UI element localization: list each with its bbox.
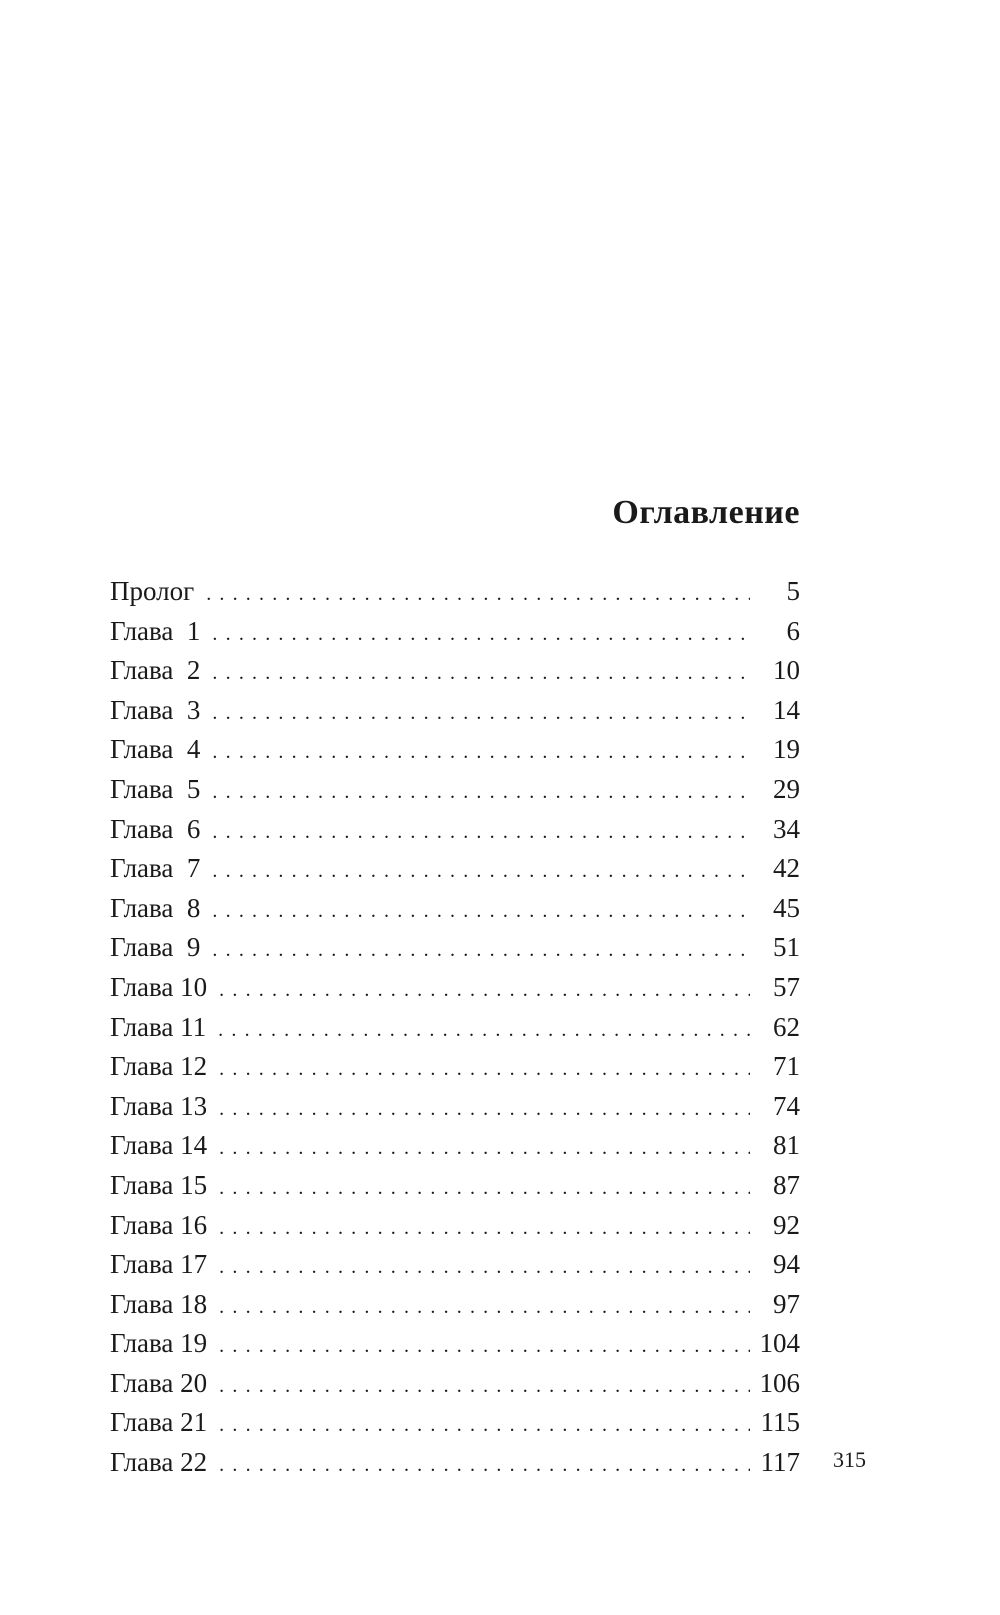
toc-entry-label: Глава 19 <box>110 1328 208 1359</box>
toc-entry-label: Глава 1 <box>110 615 201 646</box>
toc-entry[interactable] <box>110 1087 800 1127</box>
toc-entry[interactable] <box>110 1245 800 1285</box>
toc-entry-page: 51 <box>773 932 800 963</box>
toc-entry[interactable] <box>110 612 800 652</box>
toc-entry-label: Глава 14 <box>110 1130 208 1161</box>
dot-leader <box>212 813 750 853</box>
toc-entry-label: Глава 17 <box>110 1249 208 1280</box>
dot-leader <box>218 1011 750 1051</box>
dot-leader <box>212 654 750 694</box>
toc-entry[interactable] <box>110 1166 800 1206</box>
table-of-contents <box>110 572 800 1483</box>
dot-leader <box>219 1446 750 1486</box>
dot-leader <box>212 773 750 813</box>
toc-entry-page: 71 <box>773 1051 800 1082</box>
dot-leader <box>212 892 750 932</box>
toc-entry-page: 106 <box>759 1367 800 1398</box>
toc-entry-page: 14 <box>773 694 800 725</box>
toc-entry[interactable] <box>110 1403 800 1443</box>
toc-entry-label: Глава 10 <box>110 971 208 1002</box>
toc-entry[interactable] <box>110 810 800 850</box>
page-number: 315 <box>833 1447 866 1472</box>
toc-entry[interactable] <box>110 651 800 691</box>
toc-entry-label: Глава 9 <box>110 932 201 963</box>
toc-entry[interactable] <box>110 849 800 889</box>
toc-entry[interactable] <box>110 1324 800 1364</box>
toc-entry[interactable] <box>110 730 800 770</box>
toc-entry-page: 57 <box>773 971 800 1002</box>
toc-entry-label: Глава 5 <box>110 773 201 804</box>
toc-entry-page: 117 <box>760 1447 800 1478</box>
toc-entry-page: 74 <box>773 1090 800 1121</box>
toc-entry-page: 115 <box>760 1407 800 1438</box>
dot-leader <box>219 1288 750 1328</box>
toc-entry-label: Глава 15 <box>110 1169 208 1200</box>
toc-entry-label: Глава 8 <box>110 892 201 923</box>
dot-leader <box>219 1367 750 1407</box>
toc-entry[interactable] <box>110 1364 800 1404</box>
toc-entry-page: 104 <box>759 1328 800 1359</box>
toc-entry-page: 42 <box>773 853 800 884</box>
dot-leader <box>212 694 750 734</box>
toc-entry[interactable] <box>110 1008 800 1048</box>
toc-entry-label: Глава 21 <box>110 1407 208 1438</box>
toc-entry-label: Глава 7 <box>110 853 201 884</box>
toc-entry-page: 29 <box>773 773 800 804</box>
dot-leader <box>219 1129 750 1169</box>
dot-leader <box>219 1169 750 1209</box>
toc-entry-page: 19 <box>773 734 800 765</box>
dot-leader <box>212 615 750 655</box>
toc-entry-label: Глава 12 <box>110 1051 208 1082</box>
dot-leader <box>219 1406 750 1446</box>
dot-leader <box>219 1050 750 1090</box>
dot-leader <box>219 1209 750 1249</box>
toc-entry-label: Глава 16 <box>110 1209 208 1240</box>
toc-entry-page: 10 <box>773 655 800 686</box>
toc-entry-page: 94 <box>773 1249 800 1280</box>
toc-entry-page: 92 <box>773 1209 800 1240</box>
dot-leader <box>219 1090 750 1130</box>
toc-entry-label: Глава 4 <box>110 734 201 765</box>
toc-entry[interactable] <box>110 1443 800 1483</box>
page-title: Оглавление <box>612 494 800 531</box>
toc-entry-label: Глава 11 <box>110 1011 207 1042</box>
toc-entry[interactable] <box>110 691 800 731</box>
toc-entry-label: Глава 20 <box>110 1367 208 1398</box>
dot-leader <box>212 733 750 773</box>
toc-entry[interactable] <box>110 1047 800 1087</box>
toc-entry-label: Пролог <box>110 576 195 606</box>
toc-entry[interactable] <box>110 1206 800 1246</box>
dot-leader <box>219 1248 750 1288</box>
toc-entry-page: 81 <box>773 1130 800 1161</box>
toc-entry-page: 6 <box>786 615 800 646</box>
toc-entry-page: 34 <box>773 813 800 844</box>
toc-entry-page: 87 <box>773 1169 800 1200</box>
toc-entry[interactable] <box>110 1285 800 1325</box>
toc-entry-label: Глава 13 <box>110 1090 208 1121</box>
toc-entry-label: Глава 18 <box>110 1288 208 1319</box>
toc-entry-label: Глава 6 <box>110 813 201 844</box>
toc-entry-label: Глава 2 <box>110 655 201 686</box>
toc-entry-label: Глава 3 <box>110 694 201 725</box>
toc-entry[interactable] <box>110 770 800 810</box>
toc-entry[interactable] <box>110 572 800 612</box>
toc-entry[interactable] <box>110 968 800 1008</box>
toc-entry-page: 45 <box>773 892 800 923</box>
toc-entry-page: 5 <box>786 576 800 606</box>
toc-entry[interactable] <box>110 928 800 968</box>
dot-leader <box>212 852 750 892</box>
toc-entry[interactable] <box>110 1126 800 1166</box>
toc-entry-page: 97 <box>773 1288 800 1319</box>
toc-entry-label: Глава 22 <box>110 1447 208 1478</box>
dot-leader <box>212 931 750 971</box>
dot-leader <box>219 1327 750 1367</box>
toc-entry[interactable] <box>110 889 800 929</box>
dot-leader <box>206 575 750 615</box>
toc-entry-page: 62 <box>773 1011 800 1042</box>
dot-leader <box>219 971 750 1011</box>
